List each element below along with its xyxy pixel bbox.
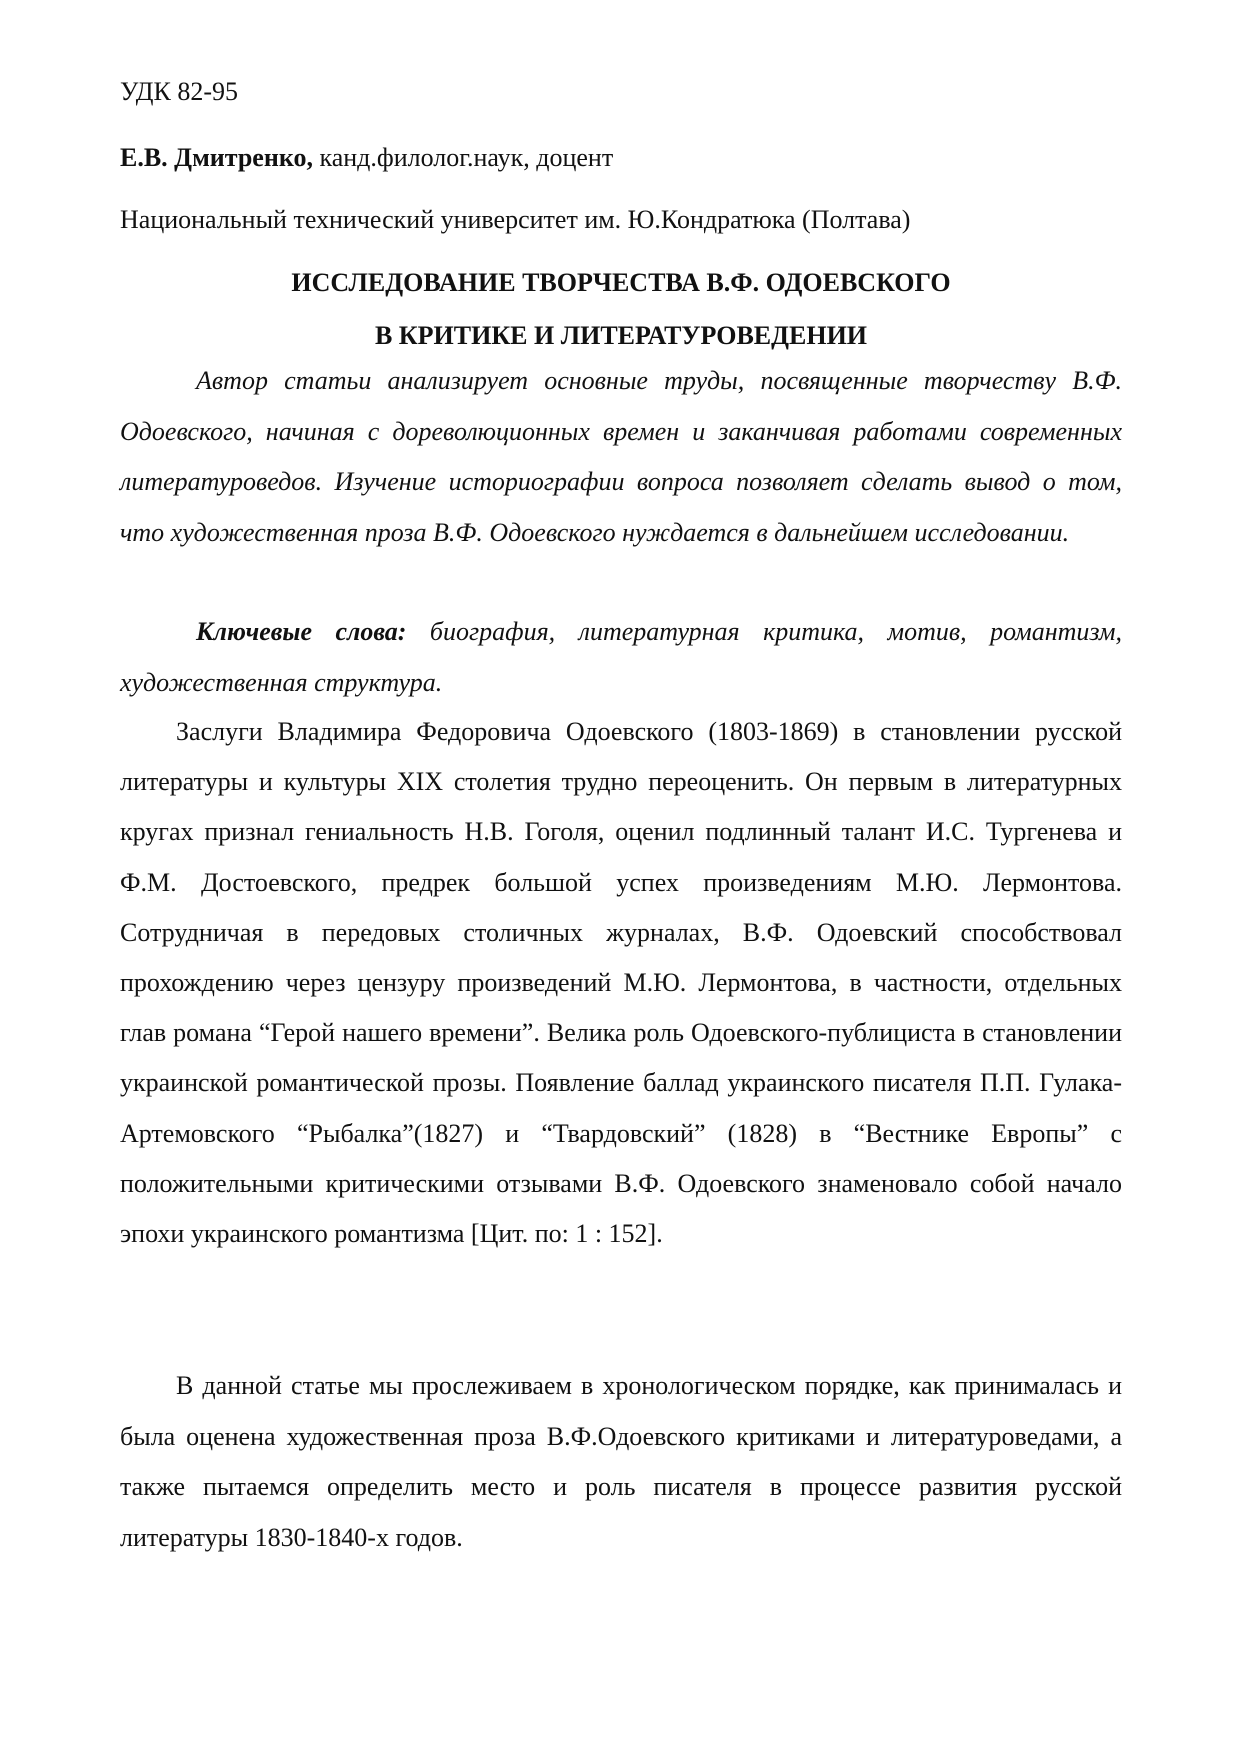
abstract: Автор статьи анализирует основные труды, посвященные творчеству В.Ф. Одоевского, начиная с дореволюционных времен и заканчивая работами современных литературоведов. Изучение историографии вопроса позволяет сделать вывод о том, что художественная проза В.Ф. Одоевского нуждается в дальнейшем исследовании.: [120, 366, 1122, 547]
keywords-list: биография, литературная критика, мотив, романтизм, художественная структура.: [120, 617, 1122, 697]
body-paragraph-2: В данной статье мы прослеживаем в хронологическом порядке, как принималась и была оценена художественная проза В.Ф.Одоевского критиками и литературоведами, а также пытаемся определить место и роль писателя в процессе развития русской литературы 1830-1840-х годов.: [120, 1371, 1122, 1552]
article-title: [120, 256, 1122, 362]
affiliation: Национальный технический университет им. Ю.Кондратюка (Полтава): [120, 205, 911, 234]
udc-code: УДК 82-95: [120, 77, 239, 106]
title-line-1: ИССЛЕДОВАНИЕ ТВОРЧЕСТВА В.Ф. ОДОЕВСКОГО: [291, 268, 951, 297]
author-line: [120, 136, 1122, 180]
keywords-label: Ключевые слова:: [196, 617, 407, 646]
keywords: [120, 607, 1122, 708]
author-degree: канд.филолог.наук, доцент: [312, 143, 614, 172]
body-paragraph-1: Заслуги Владимира Федоровича Одоевского (1803-1869) в становлении русской литературы и культуры XIX столетия трудно переоценить. Он первым в литературных кругах признал гениальность Н.В. Гоголя, оценил подлинный талант И.С. Тургенева и Ф.М. Достоевского, предрек большой успех произведениям М.Ю. Лермонтова. Сотрудничая в передовых столичных журналах, В.Ф. Одоевский способствовал прохождению через цензуру произведений М.Ю. Лермонтова, в частности, отдельных глав романа “Герой нашего времени”. Велика роль Одоевского-публициста в становлении украинской романтической прозы. Появление баллад украинского писателя П.П. Гулака-Артемовского “Рыбалка”(1827) и “Твардовский” (1828) в “Вестнике Европы” с положительными критическими отзывами В.Ф. Одоевского знаменовало собой начало эпохи украинского романтизма [Цит. по: 1 : 152].: [120, 717, 1122, 1249]
title-line-2: В КРИТИКЕ И ЛИТЕРАТУРОВЕДЕНИИ: [374, 321, 868, 350]
author-name: Е.В. Дмитренко,: [120, 143, 313, 172]
